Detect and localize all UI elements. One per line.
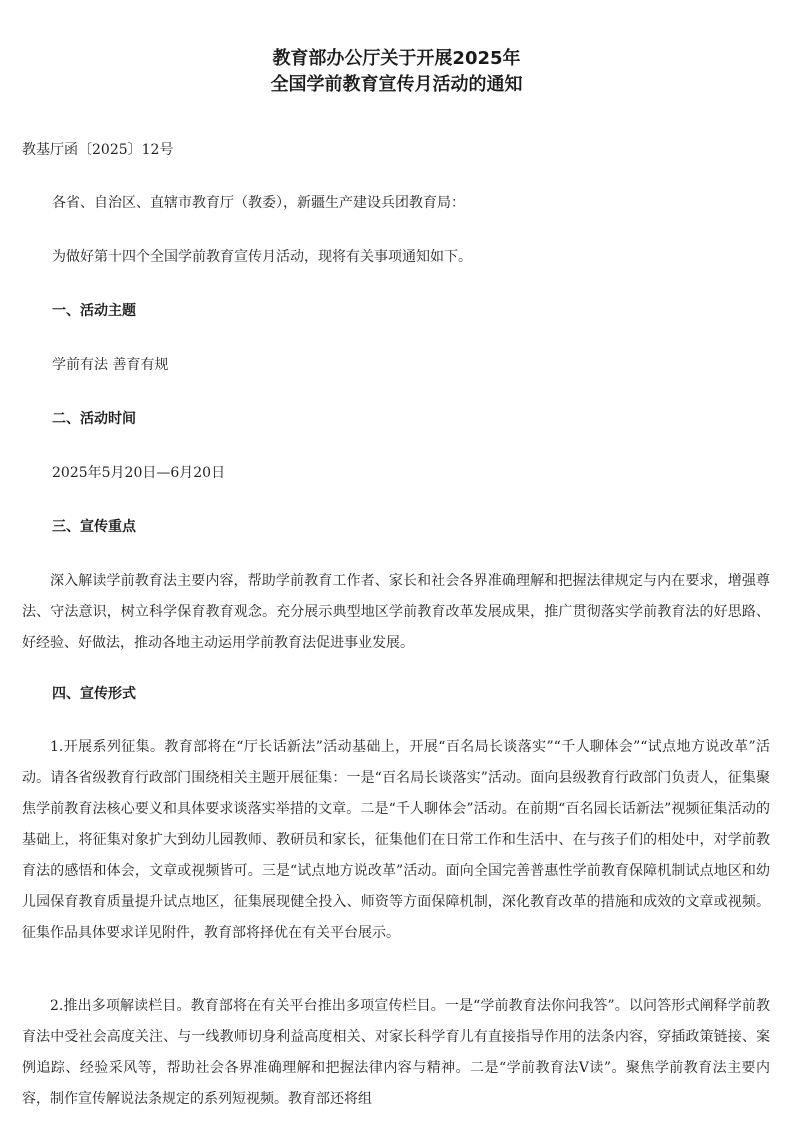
section-heading-time: 二、活动时间 <box>52 411 136 427</box>
forms-paragraph-columns: 2.推出多项解读栏目。教育部将在有关平台推出多项宣传栏目。一是“学前教育法你问我答”。以问答形式阐释学前教育法中受社会高度关注、与一线教师切身利益高度相关、对家长科学育儿有直接指导作用的法条内容，穿插政策链接、案例追踪、经验采风等，帮助社会各界准确理解和把握法律内容与精神。二是“学前教育法V读”。聚焦学前教育法主要内容，制作宣传解说法条规定的系列短视频。教育部还将组 <box>22 998 770 1107</box>
section-body-focus: 深入解读学前教育法主要内容，帮助学前教育工作者、家长和社会各界准确理解和把握法律规定与内在要求，增强尊法、守法意识，树立科学保育教育观念。充分展示典型地区学前教育改革发展成果，推广贯彻落实学前教育法的好思路、好经验、好做法，推动各地主动运用学前教育法促进事业发展。 <box>22 573 770 651</box>
section-heading-forms: 四、宣传形式 <box>52 686 136 702</box>
section-heading-theme: 一、活动主题 <box>52 303 136 319</box>
document-title-line-1: 教育部办公厅关于开展2025年 <box>272 48 521 69</box>
intro-paragraph: 为做好第十四个全国学前教育宣传月活动，现将有关事项通知如下。 <box>52 249 472 265</box>
section-body-time: 2025年5月20日—6月20日 <box>52 465 226 481</box>
salutation: 各省、自治区、直辖市教育厅（教委），新疆生产建设兵团教育局： <box>52 195 465 211</box>
section-body-theme: 学前有法 善育有规 <box>52 357 169 373</box>
forms-paragraph-collection: 1.开展系列征集。教育部将在“厅长话新法”活动基础上，开展“百名局长谈落实”“千人聊体会”“试点地方说改革”活动。请各省级教育行政部门围绕相关主题开展征集：一是“百名局长谈落实”活动。面向县级教育行政部门负责人，征集聚焦学前教育法核心要义和具体要求谈落实举措的文章。二是“千人聊体会”活动。在前期“百名园长话新法”视频征集活动的基础上，将征集对象扩大到幼儿园教师、教研员和家长，征集他们在日常工作和生活中、在与孩子们的相处中，对学前教育法的感悟和体会，文章或视频皆可。三是“试点地方说改革”活动。面向全国完善普惠性学前教育保障机制试点地区和幼儿园保育教育质量提升试点地区，征集展现健全投入、师资等方面保障机制，深化教育改革的措施和成效的文章或视频。征集作品具体要求详见附件，教育部将择优在有关平台展示。 <box>22 739 770 941</box>
document-title-line-2: 全国学前教育宣传月活动的通知 <box>270 74 523 95</box>
document-number: 教基厅函〔2025〕12号 <box>22 142 174 158</box>
section-heading-focus: 三、宣传重点 <box>52 519 136 535</box>
